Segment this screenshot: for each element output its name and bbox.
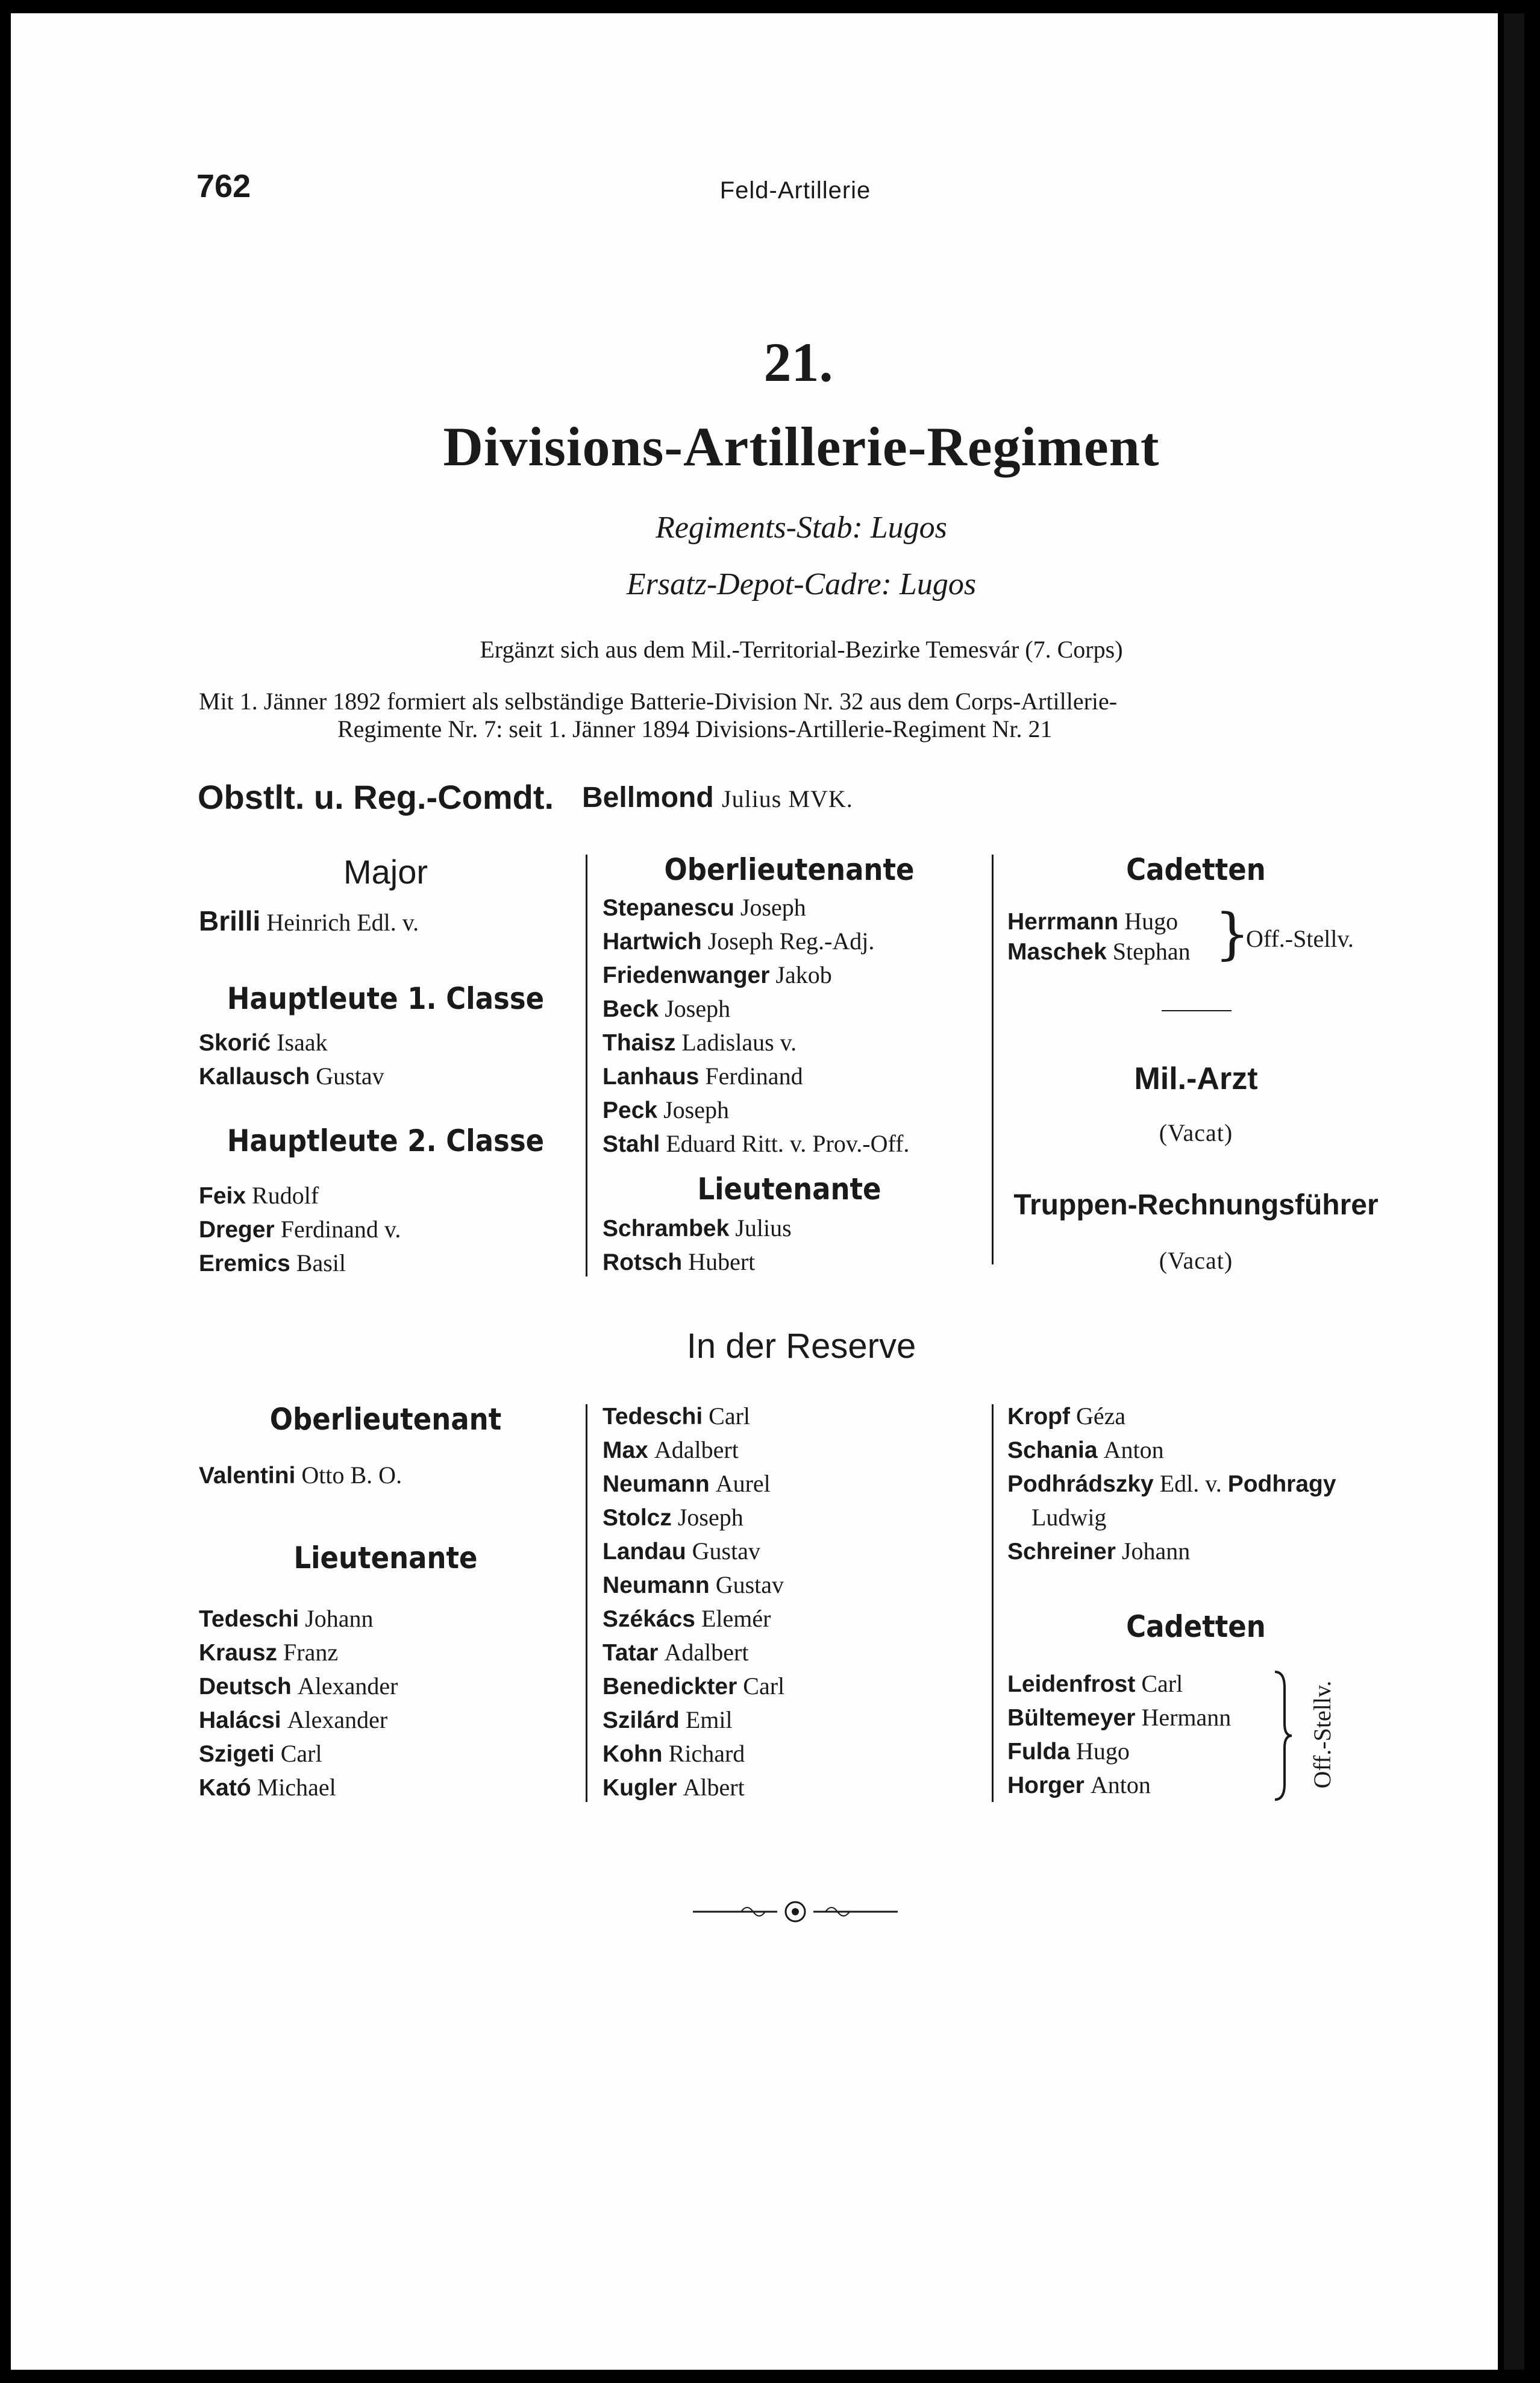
commander-name [582,781,853,814]
list-item [603,1399,784,1433]
first-name: Aurel [715,1470,771,1497]
first-name: Joseph [665,995,731,1022]
last-name: Neumann [603,1471,710,1497]
last-name: Valentini [199,1463,296,1489]
reserve-cadetten-heading: Cadetten [1126,1609,1266,1644]
oberlieutenante-heading: Oberlieutenante [664,852,915,887]
reserve-lieutenante-heading: Lieutenante [293,1540,478,1575]
list-item [1007,1768,1231,1802]
first-name: Gustav [692,1537,760,1565]
first-name: Adalbert [664,1639,749,1666]
last-name: Kohn [603,1741,663,1767]
mil-arzt-value: (Vacat) [1159,1119,1233,1146]
list-item [603,925,909,958]
hauptleute-2-heading: Hauptleute 2. Classe [227,1123,545,1158]
first-name: Joseph [740,894,806,921]
last-name: Szilárd [603,1707,680,1733]
list-item [603,1636,784,1669]
list-item [199,1179,401,1213]
first-name: Carl [743,1672,785,1700]
list-item [603,891,909,925]
page-number: 762 [196,168,251,204]
major-entry [199,904,419,940]
list-item [199,1026,384,1060]
last-name: Neumann [603,1572,710,1598]
list-item [199,1669,398,1703]
reserve-off-stellv-note: Off.-Stellv. [1309,1680,1336,1789]
running-title: Feld-Artillerie [719,177,871,204]
list-item [199,1771,398,1804]
first-name: Joseph Reg.-Adj. [707,928,875,955]
first-name: Emil [685,1706,733,1733]
commander-rank: Obstlt. u. Reg.-Comdt. [198,778,554,816]
first-name: Julius [735,1214,792,1242]
list-item [603,1568,784,1602]
list-item [1007,1667,1231,1701]
last-name: Skorić [199,1030,271,1056]
column-rule-2 [992,855,994,1264]
list-item [603,1534,784,1568]
last-name: Thaisz [603,1030,676,1056]
last-name: Podhrádszky [1007,1471,1154,1497]
hauptleute-1-list [199,1026,384,1093]
list-item [603,1060,909,1093]
last-name: Stahl [603,1131,660,1157]
reserve-heading: In der Reserve [686,1327,916,1366]
first-name: Albert [683,1774,745,1801]
list-item-continuation [1007,1501,1336,1534]
cadetten-heading: Cadetten [1126,852,1266,887]
last-name: Hartwich [603,929,702,955]
list-item [1007,937,1191,967]
first-name: Anton [1090,1771,1151,1798]
predicate: Edl. v. [1159,1470,1222,1497]
list-item [199,1602,398,1636]
first-name: Ladislaus v. [681,1029,797,1056]
first-name: Carl [709,1402,751,1430]
first-name: Carl [1141,1670,1183,1697]
list-item [603,1669,784,1703]
last-name: Kallausch [199,1064,310,1090]
first-name: Elemér [701,1605,771,1632]
last-name: Dreger [199,1217,275,1243]
first-name: Basil [296,1249,346,1276]
first-name: Richard [668,1740,745,1767]
divider [1162,1010,1232,1011]
last-name: Max [603,1437,648,1463]
cadetten-list [1007,906,1191,967]
first-name: Heinrich Edl. v. [266,909,419,936]
last-name: Szigeti [199,1741,275,1767]
lieutenante-list [603,1211,792,1279]
last-name: Lanhaus [603,1064,700,1090]
list-item [199,1213,401,1246]
last-name: Kugler [603,1775,677,1801]
reserve-off-stellv-wrapper [1295,1668,1350,1801]
last-name: Rotsch [603,1249,683,1275]
rechnungsfuehrer-heading: Truppen-Rechnungsführer [1013,1189,1379,1221]
reserve-lieutenante-list-2 [603,1399,784,1804]
list-item [603,1026,909,1060]
regiment-title: Divisions-Artillerie-Regiment [443,416,1160,477]
first-name: Isaak [277,1029,328,1056]
last-name: Leidenfrost [1007,1671,1136,1697]
first-name: Rudolf [252,1182,319,1209]
column-rule-1 [586,855,587,1276]
first-name: Johann [1121,1537,1191,1565]
first-name: Gustav [316,1063,384,1090]
off-stellv-note: Off.-Stellv. [1246,925,1354,952]
reserve-lieutenante-list-3 [1007,1399,1336,1568]
last-name: Stepanescu [603,895,734,921]
list-item [1007,906,1191,937]
list-item [603,1433,784,1467]
first-name: Gustav [715,1571,784,1598]
commander-last: Bellmond [582,782,714,814]
last-name: Bültemeyer [1007,1705,1136,1731]
regiment-stab: Regiments-Stab: Lugos [656,510,947,545]
scan-edge [1504,13,1524,2370]
first-name: Michael [257,1774,336,1801]
last-name: Schrambek [603,1216,730,1242]
ersatz-depot: Ersatz-Depot-Cadre: Lugos [626,567,977,601]
last-name: Landau [603,1539,686,1565]
lieutenante-heading: Lieutenante [697,1172,881,1207]
erganzung-note: Ergänzt sich aus dem Mil.-Territorial-Bezirke Temesvár (7. Corps) [480,636,1123,663]
list-item [199,1737,398,1771]
first-name: Carl [280,1740,322,1767]
last-name: Tedeschi [199,1606,299,1632]
last-name: Peck [603,1097,658,1123]
list-item [603,1245,792,1279]
list-item [199,1703,398,1737]
oberlieutenante-list [603,891,909,1161]
column-rule-4 [992,1404,994,1802]
commander-first: Julius MVK. [722,785,853,812]
first-name: Joseph [677,1504,743,1531]
list-item [603,1501,784,1534]
history-line-1: Mit 1. Jänner 1892 formiert als selbständige Batterie-Division Nr. 32 aus dem Corps-Artillerie- [199,688,1118,715]
first-name: Johann [305,1605,374,1632]
list-item [1007,1399,1336,1433]
list-item [1007,1433,1336,1467]
last-name: Friedenwanger [603,962,770,988]
reserve-lieutenante-list-1 [199,1602,398,1804]
reserve-cadetten-list [1007,1667,1231,1802]
list-item [199,1060,384,1093]
first-name: Alexander [297,1672,398,1700]
last-name: Feix [199,1183,246,1209]
ornament-icon [687,1897,904,1926]
list-item [603,1602,784,1636]
list-item [1007,1467,1336,1501]
list-item [603,1771,784,1804]
last-name: Deutsch [199,1674,292,1700]
brace-icon: } [1215,902,1250,966]
last-name: Fulda [1007,1739,1070,1765]
list-item [603,1467,784,1501]
major-heading: Major [343,853,428,891]
list-item [603,1737,784,1771]
list-item [603,1093,909,1127]
list-item [199,1636,398,1669]
first-name: Hermann [1141,1704,1232,1731]
column-rule-3 [586,1404,587,1802]
first-name: Ferdinand v. [280,1216,401,1243]
first-name: Eduard Ritt. v. Prov.-Off. [666,1130,910,1157]
list-item [199,1246,401,1280]
first-name: Alexander [287,1706,388,1733]
last-name: Tedeschi [603,1404,703,1430]
last-name: Stolcz [603,1505,672,1531]
last-name: Halácsi [199,1707,281,1733]
first-name: Franz [283,1639,339,1666]
first-name: Anton [1103,1436,1164,1463]
history-line-2: Regimente Nr. 7: seit 1. Jänner 1894 Divisions-Artillerie-Regiment Nr. 21 [337,715,1053,743]
first-name: Otto B. O. [301,1462,402,1489]
first-name: Hugo [1124,908,1178,935]
first-name: Hubert [688,1248,756,1275]
list-item [603,992,909,1026]
last-name: Herrmann [1007,909,1119,935]
title-name: Podhragy [1227,1471,1336,1497]
last-name: Eremics [199,1251,290,1276]
first-name: Ludwig [1031,1504,1107,1531]
reserve-oberlieutenant-entry [199,1458,402,1493]
last-name: Brilli [199,905,261,937]
first-name: Stephan [1112,938,1191,965]
first-name: Jakob [775,961,832,988]
list-item [1007,1534,1336,1568]
list-item [1007,1701,1231,1735]
last-name: Székács [603,1606,695,1632]
reserve-oberlieutenant-heading: Oberlieutenant [269,1402,502,1437]
list-item [603,958,909,992]
list-item [603,1703,784,1737]
brace-icon [1271,1669,1295,1802]
first-name: Adalbert [654,1436,739,1463]
last-name: Horger [1007,1772,1085,1798]
list-item [603,1127,909,1161]
hauptleute-2-list [199,1179,401,1280]
rechnungsfuehrer-value: (Vacat) [1159,1247,1233,1274]
last-name: Kató [199,1775,251,1801]
list-item [1007,1735,1231,1768]
last-name: Benedickter [603,1674,737,1700]
first-name: Ferdinand [705,1063,803,1090]
mil-arzt-heading: Mil.-Arzt [1134,1061,1258,1096]
last-name: Maschek [1007,939,1107,965]
last-name: Kropf [1007,1404,1070,1430]
last-name: Schania [1007,1437,1098,1463]
first-name: Géza [1075,1402,1126,1430]
first-name: Joseph [663,1096,729,1123]
last-name: Krausz [199,1640,278,1666]
first-name: Hugo [1076,1738,1130,1765]
regiment-number: 21. [763,331,833,393]
hauptleute-1-heading: Hauptleute 1. Classe [227,981,545,1016]
list-item [603,1211,792,1245]
last-name: Schreiner [1007,1539,1116,1565]
last-name: Beck [603,996,659,1022]
last-name: Tatar [603,1640,659,1666]
